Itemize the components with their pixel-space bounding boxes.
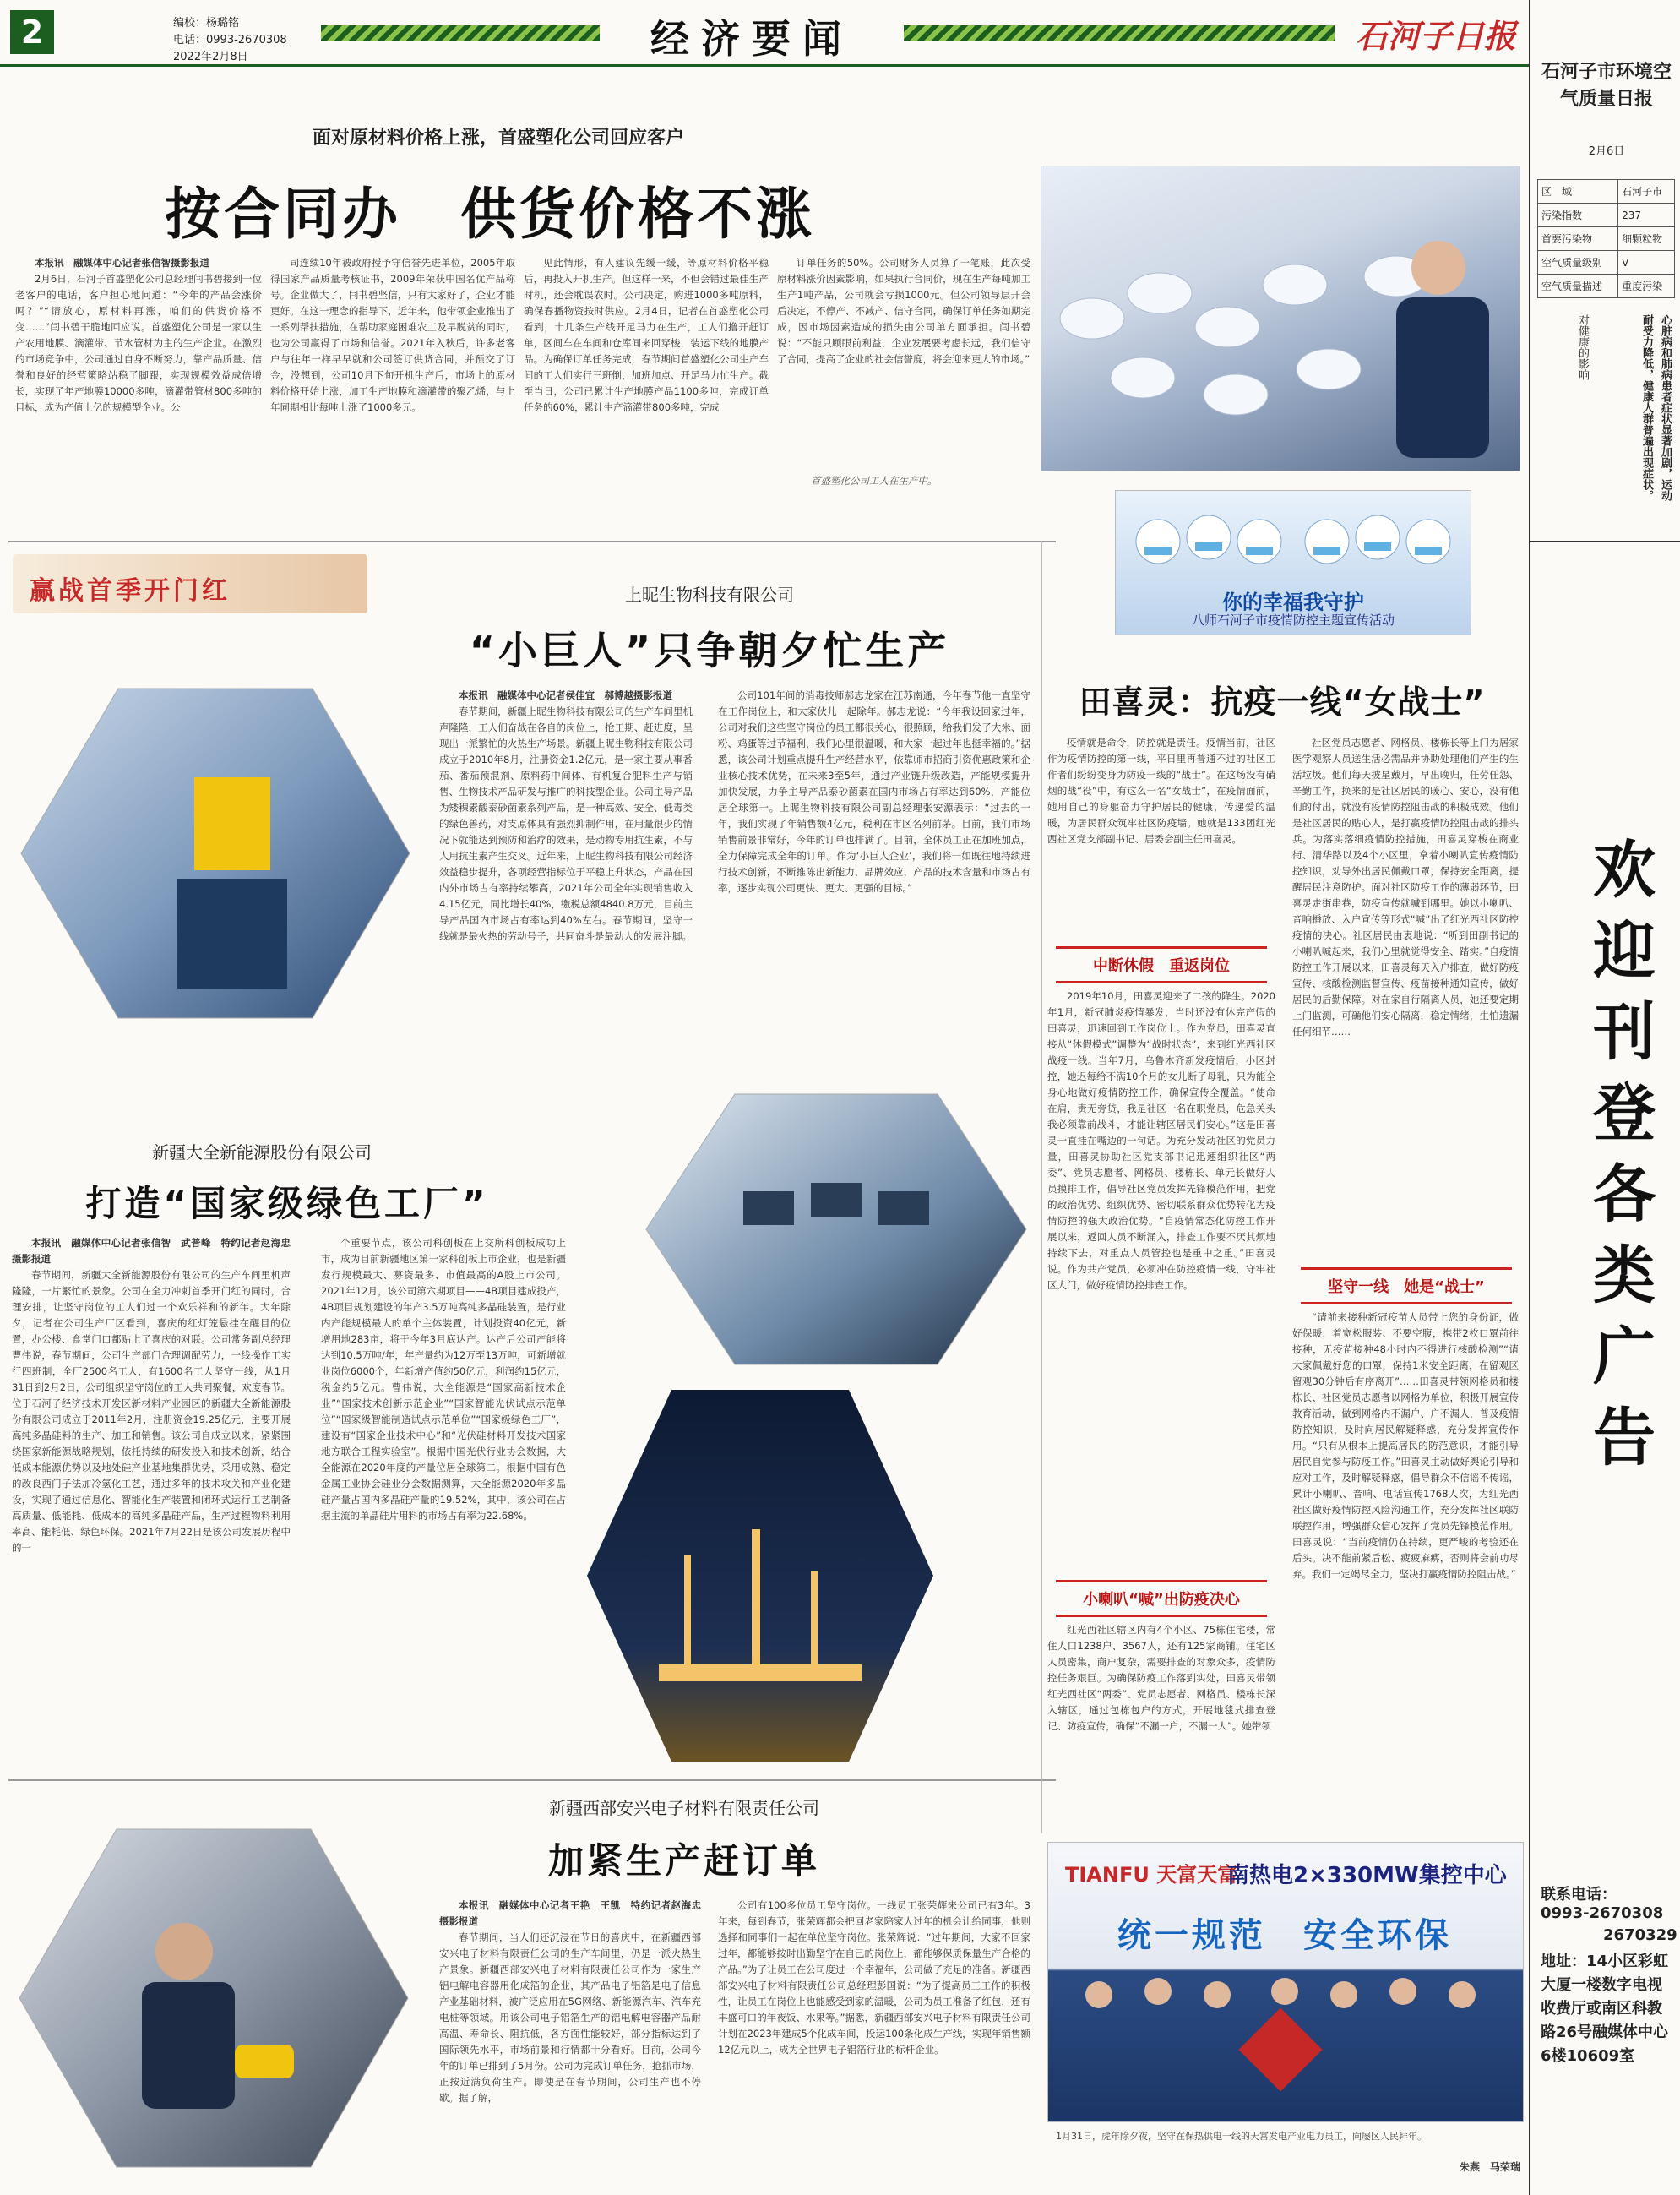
a1-text-3: 见此情形，有人建议先缓一缓，等原材料价格平稳后，再投入开机生产。但这样一来，不但会错过最佳生产时机，还会耽误农时。公司决定，购进1000多吨原料，确保春播物资按时供应。2月4日，记者在首盛塑化公司看到，十几条生产线开足马力在生产，工人们撸开赶订单，区间车在车间和仓库间来回穿梭，装运下线的地膜产品。为确保订单任务完成，春节期间首盛塑化公司生产车间的工人们实行三班倒，加班加点、开足马力忙生产。截至当日，公司已累计生产地膜产品1100多吨，完成订单任务的60%，累计生产滴灌带800多吨，完成 xyxy=(524,257,769,413)
a2-photo xyxy=(17,684,414,1022)
a6-sign-logo: TIANFU 天富天富 xyxy=(1065,1863,1238,1887)
editor-credit: 编校：杨璐铭 xyxy=(173,17,240,30)
a3-col-1 xyxy=(12,1235,291,1734)
a5-sub-2: 小喇叭“喊”出防疫决心 xyxy=(1056,1580,1267,1617)
a3-photo-plant xyxy=(583,1386,938,1766)
a3-text-2: 个重要节点，该公司科创板在上交所科创板成功上市，成为目前新疆地区第一家科创板上市企业，也是新疆发行规模最大、募资最多、市值最高的A股上市公司。2021年12月，该公司第六期项目——4B项目建成投产，4B项目规划建设的年产3.5万吨高纯多晶硅装置，是行业内产能规模最大的单个主体装置，计划投资40亿元，新增用地283亩，将于今年3月底达产。达产后公司产能将达到10.5万吨/年，年产量约为12万至13万吨，可新增就业岗位6000个，年新增产值约50亿元，利润约15亿元，税金约5亿元。曹伟说，大全能源是“国家高新技术企业”“国家技术创新示范企业”“国家智能光伏试点示范单位”“国家级智能制造试点示范单位”“国家级绿色工厂”，建设有“国家企业技术中心”和“光伏硅材料开发技术国家地方联合工程实验室”。根据中国光伏行业协会数据，大全能源在2020年度的产量位居全球第二。根据中国有色金属工业协会硅业分会数据测算，大全能源2020年多晶硅产量占国内多晶硅产量的19.52%，其中，该公司在占据主流的单晶硅片用料的市场占有率为22.68%。 xyxy=(321,1237,566,1522)
aqi-date: 2月6日 xyxy=(1588,145,1625,158)
a5-sub-1: 中断休假 重返岗位 xyxy=(1056,946,1267,983)
a1-text-2: 司连续10年被政府授予守信誉先进单位，2005年取得国家产品质量考核证书，2009年荣获中国名优产品称号。企业做大了，闫书碧坚信，只有大家好了，企业才能更好。在这一理念的指导下，近年来，他带领企业推出了一系列帮扶措施，在帮助家庭困难农工及早脱贫的同时，也为公司赢得了市场和信誉。2021年入秋后，许多老客户与往年一样早早就和公司签订供货合同，并预交了订金，没想到，公司10月下旬开机生产后，市场上的原材料价格开始上涨，加工生产地膜和滴灌带的聚乙烯，与上年同期相比每吨上涨了1000多元。 xyxy=(270,257,515,413)
a3-col-2 xyxy=(321,1235,566,1734)
a6-slogan: 统一规范 安全环保 xyxy=(1117,1916,1452,1955)
a1-text-4: 订单任务的50%。公司财务人员算了一笔账，此次受原材料涨价因素影响，如果执行合同价，现在生产每吨加工生产1吨产品，公司就会亏损1000元。但公司领导层开会后决定，不停产、不减产、信守合同，确保订单任务如期完成，因市场因素造成的损失由公司单方面承担。闫书碧说：“不能只顾眼前利益，企业发展要考虑长远，我们信守了合同，提高了企业的社会信誉度，将会迎来更大的市场。” xyxy=(777,257,1030,365)
a4-text-1: 春节期间，当人们还沉浸在节日的喜庆中，在新疆西部安兴电子材料有限责任公司的生产车间里，仍是一派火热生产景象。新疆西部安兴电子材料有限责任公司作为一家生产铝电解电容器用化成箔的企业，其产品电子铝箔是电子信息产业基础材料，被广泛应用在5G网络、新能源汽车、汽车充电桩等领域。用该公司电子铝箔生产的铝电解电容器产品耐高温、寿命长、阻抗低，各方面性能较好，部分指标达到了国际领先水平，市场前景和行情都十分看好。目前，公司今年的订单已排到了5月份。公司为完成订单任务，抢抓市场，正按近满负荷生产。即使是在春节期间，公司生产也不停歇。据了解， xyxy=(439,1931,701,2104)
issue-date: 2022年2月8日 xyxy=(173,51,248,63)
aqi-key: 空气质量描述 xyxy=(1538,275,1618,298)
a1-kicker: 面对原材料价格上涨，首盛塑化公司回应客户 xyxy=(312,128,684,149)
header-band-left xyxy=(321,25,600,41)
hex-photo-frame xyxy=(17,684,414,1022)
divider-1 xyxy=(8,541,1056,542)
a3-headline: 打造“国家级绿色工厂” xyxy=(85,1183,489,1224)
a2-banner-text: 赢战首季开门红 xyxy=(30,576,231,606)
aqi-row xyxy=(1538,180,1675,204)
a2-headline: “小巨人”只争朝夕忙生产 xyxy=(469,628,950,673)
a3-company: 新疆大全新能源股份有限公司 xyxy=(152,1142,372,1163)
a5-text-5: “请前来接种新冠疫苗人员带上您的身份证，做好保暖，着宽松服装、不要空腹，携带2枚口罩前往接种，无疫苗接种48小时内不得进行核酸检测”“请大家佩戴好您的口罩，保持1米安全距离，在留观区留观30分钟后有序离开”……田喜灵带领网格员和楼栋长、社区党员志愿者以网格为单位，积极开展宣传教育活动，做到网格内不漏户、户不漏人，普及疫情防控知识，及时向居民解疑释惑，充分发挥宣传作用。“只有从根本上提高居民的防范意识，才能引导居民自觉参与防疫工作。”田喜灵主动做好舆论引导和应对工作，及时解疑释惑，倡导群众不信谣不传谣，累计小喇叭、音响、电话宣传1768人次，为红光西社区做好疫情防控风险沟通工作，充分发挥社区联防联控作用，增强群众信心发挥了党员先锋模范作用。田喜灵说：“当前疫情仍在持续，更严峻的考验还在后头。决不能前紧后松、疲疲麻痹，否则将会前功尽弃。我们一定竭尽全力，坚决打赢疫情防控阻击战。” xyxy=(1292,1311,1519,1580)
section-title: 经济要闻 xyxy=(650,16,853,62)
a1-byline: 本报讯 融媒体中心记者张信智摄影报道 xyxy=(35,257,209,269)
page-header xyxy=(0,0,1529,66)
a4-headline: 加紧生产赶订单 xyxy=(547,1840,820,1882)
ad-slogan: 欢迎刊登各类广告 xyxy=(1583,836,1656,1485)
a4-company: 新疆西部安兴电子材料有限责任公司 xyxy=(549,1798,819,1818)
aqi-value: 重度污染 xyxy=(1618,275,1675,298)
contact-address: 地址：14小区彩虹大厦一楼数字电视收费厅或南区科教路26号融媒体中心6楼10609室 xyxy=(1541,1953,1669,2065)
a2-col-1 xyxy=(439,688,693,1017)
a5-sub-3: 坚守一线 她是“战士” xyxy=(1301,1267,1512,1304)
a5-col-1b xyxy=(1047,989,1275,1563)
editor-phone: 电话：0993-2670308 xyxy=(173,34,287,46)
a6-photo xyxy=(1047,1842,1524,2122)
a1-col-2 xyxy=(270,255,515,509)
a6-sign-text: 南热电2×330MW集控中心 xyxy=(1227,1863,1507,1888)
a5-text-1: 疫情就是命令，防控就是责任。疫情当前，社区作为疫情防控的第一线，平日里再普通不过的社区工作者们纷纷变身为防疫一线的“战士”。在这场没有硝烟的战“役”中，有这么一名“女战士”，在疫情面前，她用自己的身躯奋力守护居民的健康，传递爱的温暖，为居民群众筑牢社区防疫墙。她就是133团红光西社区党支部副书记、居委会副主任田喜灵。 xyxy=(1047,737,1275,845)
sidebar-divider xyxy=(1530,541,1680,542)
aqi-title: 石河子市环境空气质量日报 xyxy=(1541,62,1672,110)
a1-headline: 按合同办 供货价格不涨 xyxy=(165,182,815,247)
aqi-key: 空气质量级别 xyxy=(1538,251,1618,275)
a3-photo-office xyxy=(642,1090,1030,1369)
header-rule xyxy=(0,64,1529,67)
page-number: 2 xyxy=(10,10,54,54)
medical-staff-illustration xyxy=(1116,491,1471,584)
a6-credit: 朱燕 马荣瑞 xyxy=(1459,2161,1520,2173)
a3-text-1: 春节期间，新疆大全新能源股份有限公司的生产车间里机声隆隆，一片繁忙的景象。公司在全力冲刺首季开门红的同时，合理安排，让坚守岗位的工人们过一个欢乐祥和的新年。大年除夕，记者在公司生产厂区看到，喜庆的红灯笼悬挂在醒目的位置，办公楼、食堂门口都贴上了喜庆的对联。公司常务副总经理曹伟说，春节期间，公司生产部门合理调配劳力，一线操作工实行四班制，全厂2500名工人，有1600名工人坚守一线，从1月31日到2月2日，公司组织坚守岗位的工人共同聚餐，欢度春节。位于石河子经济技术开发区新材料产业园区的新疆大全新能源股份有限公司成立于2011年2月，注册资金19.25亿元，主要开展高纯多晶硅料的生产、加工和销售。该公司自成立以来，紧紧围绕国家新能源战略规划，依托持续的研发投入和技术创新，结合低成本能源优势以及地处硅产业基地集群优势，采用成熟、稳定的改良西门子法加冷氢化工艺，通过多年的技术攻关和产业化建设，实现了通过信息化、智能化生产装置和闭环式运行工艺制备高质量、低能耗、低成本的高纯多晶硅产品，生产过程物料利用率高、能耗低、绿色环保。2021年7月22日是该公司发展历程中的一 xyxy=(12,1269,291,1554)
a4-byline: 本报讯 融媒体中心记者王艳 王凯 特约记者赵海忠摄影报道 xyxy=(439,1899,701,1927)
a4-text-2: 公司有100多位员工坚守岗位。一线员工张荣辉来公司已有3年。3年来，每到春节，张荣辉都会把回老家陪家人过年的机会让给同事，他则选择和同事们一起在单位坚守岗位。张荣辉说：“过年期间，大家不回家过年，都能够按时出勤坚守在自己的岗位上，都能够保质保量生产合格的产品。”为了让员工在公司度过一个幸福年，公司做了充足的准备。新疆西部安兴电子材料有限责任公司总经理彭国说：“为了提高员工工作的积极性，让员工在岗位上也能感受到家的温暖，公司为员工准备了红包，还有丰盛可口的年夜饭、水果等。”据悉，新疆西部安兴电子材料有限责任公司计划在2023年建成5个化成车间，投运100条化成生产线，实现年销售额12亿元以上，成为全世界电子铝箔行业的标杆企业。 xyxy=(718,1899,1030,2056)
aqi-value: 237 xyxy=(1618,204,1675,227)
a4-col-2 xyxy=(718,1898,1030,2176)
a2-byline: 本报讯 融媒体中心记者侯佳宜 郝博越摄影报道 xyxy=(459,689,672,701)
a3-byline: 本报讯 融媒体中心记者张信智 武普峰 特约记者赵海忠摄影报道 xyxy=(12,1237,291,1265)
sidebar xyxy=(1529,0,1680,2195)
aqi-row xyxy=(1538,251,1675,275)
a5-promo-title: 你的幸福我守护 xyxy=(1222,591,1364,614)
aqi-row xyxy=(1538,275,1675,298)
column-rule xyxy=(1041,541,1042,1833)
a4-photo xyxy=(15,1825,412,2171)
a1-col-4 xyxy=(777,255,1030,509)
hex-photo-frame xyxy=(15,1825,412,2171)
a1-caption: 首盛塑化公司工人在生产中。 xyxy=(811,475,938,487)
a5-promo xyxy=(1115,490,1471,635)
aqi-key: 区 域 xyxy=(1538,180,1618,204)
a1-col-3 xyxy=(524,255,769,509)
a5-col-2a xyxy=(1292,735,1519,1242)
a5-text-2: 2019年10月，田喜灵迎来了二孩的降生。2020年1月，新冠肺炎疫情暴发，当时还没有休完产假的田喜灵，迅速回到工作岗位上。作为党员，田喜灵直接从“休假模式”调整为“战时状态”，来到红光西社区战疫一线。当年7月，乌鲁木齐新发疫情后，小区封控，她迟每给不满10个月的女儿断了母乳，只为能全身心地做好疫情防控工作，确保宣传全覆盖。“使命在肩，责无旁贷，我是社区一名在职党员，危急关头我必须靠前战斗，才能让辖区居民们安心。”这是田喜灵一直挂在嘴边的一句话。为充分发动社区的党员力量，田喜灵协助社区党支部书记迅速组织社区“两委”、党员志愿者、网格员、楼栋长、单元长做好人员摸排工作，倡导社区党员发挥先锋模范作用，把党的政治优势、组织优势、密切联系群众优势转化为疫情防控的强大政治优势。“自疫情常态化防控工作开展以来，返回人员不断涌入，排查工作要不厌其烦地持续下去，对重点人员管控也是重中之重。”田喜灵说。作为共产党员，必须冲在防控疫情一线，守牢社区大门，做好疫情防控排查工作。 xyxy=(1047,990,1275,1291)
hex-photo-frame xyxy=(583,1386,938,1766)
aqi-value: 细颗粒物 xyxy=(1618,227,1675,251)
staff-group-illustration xyxy=(1048,1969,1523,2121)
masthead-logo: 石河子日报 xyxy=(1355,17,1516,55)
a5-col-1c xyxy=(1047,1622,1275,1801)
divider-2 xyxy=(8,1779,1056,1781)
a5-col-2b xyxy=(1292,1310,1519,1801)
plastic-rolls-illustration xyxy=(1041,166,1520,471)
header-band-right xyxy=(904,25,1335,41)
aqi-table xyxy=(1537,179,1675,298)
a2-col-2 xyxy=(718,688,1030,1017)
aqi-key: 污染指数 xyxy=(1538,204,1618,227)
a5-text-4: 社区党员志愿者、网格员、楼栋长等上门为居家医学观察人员送生活必需品并协助处理他们产生的生活垃圾。他们每天披星戴月，早出晚归，任劳任怨、辛勤工作，换来的是社区居民的暖心、安心，没有他们的付出，就没有疫情防控阻击战的积极成效。他们是社区居民的贴心人，是打赢疫情防控阻击战的排头兵。为落实落细疫情防控措施，田喜灵穿梭在商业街、清华路以及4个小区里，拿着小喇叭宣传疫情防控知识，劝导外出居民佩戴口罩，保持安全距离，提醒居民注意防护。面对社区防疫工作的薄弱环节，田喜灵走街串巷，防疫宣传就喊到哪里。她以小喇叭、音响播放、入户宣传等形式“喊”出了红光西社区防控疫情的决心。社区居民由衷地说：“听到田副书记的小喇叭喊起来，我们心里就觉得安全、踏实。”自疫情防控工作开展以来，田喜灵每天入户排查，做好防疫宣传、核酸检测监督宣传、疫苗接种通知宣传，做好居民的后勤保障。对在家自行隔离人员，她还要定期上门监测，可确他们安心隔离，稳定情绪，生怕遗漏任何细节…… xyxy=(1292,737,1519,1038)
health-label: 对健康的影响 xyxy=(1576,314,1589,380)
a6-caption: 1月31日，虎年除夕夜，坚守在保热供电一线的天富发电产业电力员工，向屡区人民拜年。 xyxy=(1056,2131,1427,2142)
contact-label: 联系电话： xyxy=(1541,1886,1617,1904)
aqi-row xyxy=(1538,204,1675,227)
aqi-row xyxy=(1538,227,1675,251)
a2-company: 上昵生物科技有限公司 xyxy=(625,585,794,605)
contact-phone-2: 2670329 xyxy=(1603,1926,1677,1944)
hex-photo-frame xyxy=(642,1090,1030,1369)
a1-photo xyxy=(1041,166,1520,471)
aqi-value: V xyxy=(1618,251,1675,275)
a2-text-2: 公司101年间的消毒技师郝志龙家在江苏南通，今年春节他一直坚守在工作岗位上，和大家伙儿一起除年。郝志龙说：“今年我设回家过年，公司对我们这些坚守岗位的员工都很关心，很照顾，给我们发了大米、面粉、鸡蛋等过节福利，我们心里很温暖，和大家一起过年也挺幸福的。”据悉，该公司计划重点提升生产经营水平，依靠师市招商引资优惠政策和企业核心技术优势，在未来3至5年，通过产业链升级改造，产能规模提升加快发展，力争主导产品泰砂菌素在国内市场占有率达到60%，产能位居全球第一。上昵生物科技有限公司副总经理张安源表示：“过去的一年，我们实现了年销售额4亿元，税利在市区名列前茅。目前，我们市场销售前景非常好，今年的订单也排满了。目前，全体员工正在加班加点，全力保障完成全年的订单。作为‘小巨人企业’，我们将一如既往地持续进行技术创新，不断推陈出新能力，品牌效应，产品的技术含量和市场占有率，逐步实现公司更快、更大、更强的目标。” xyxy=(718,689,1030,894)
aqi-key: 首要污染物 xyxy=(1538,227,1618,251)
contact-phone-1: 0993-2670308 xyxy=(1541,1904,1664,1922)
a1-text-1: 2月6日，石河子首盛塑化公司总经理闫书碧接到一位老客户的电话，客户担心地问道：“今年的产品会涨价吗？”“请放心，原材料再涨，咱们的供货价格不变……”闫书碧干脆地回应说。首盛塑化公司是一家以生产农用地膜、滴灌带、节水管材为主的生产企业。在激烈的市场竞争中，公司通过自身不断努力，靠产品质量、信誉和良好的经营策略站稳了脚跟，实现规模效益成倍增长，实现了年产地膜10000多吨，滴灌带管材800多吨的目标，成为产值上亿的规模型企业。公 xyxy=(15,273,262,413)
a5-promo-sub: 八师石河子市疫情防控主题宣传活动 xyxy=(1191,613,1395,628)
aqi-value: 石河子市 xyxy=(1618,180,1675,204)
a5-text-3: 红光西社区辖区内有4个小区、75栋住宅楼，常住人口1238户、3567人，还有125家商铺。住宅区人员密集，商户复杂，需要排查的对象众多，疫情防控任务艰巨。为确保防疫工作落到实处，田喜灵带领红光西社区“两委”、党员志愿者、网格员、楼栋长深入辖区，通过包栋包户的方式，开展地毯式排查登记、防疫宣传，确保“不漏一户，不漏一人”。她带领 xyxy=(1047,1624,1275,1732)
a2-banner xyxy=(13,554,367,613)
a5-col-1a xyxy=(1047,735,1275,929)
a5-headline: 田喜灵：抗疫一线“女战士” xyxy=(1079,684,1486,721)
a2-text-1: 春节期间，新疆上昵生物科技有限公司的生产车间里机声隆隆，工人们奋战在各自的岗位上，抢工期、赶进度，呈现出一派繁忙的火热生产场景。新疆上昵生物科技有限公司成立于2010年8月，注册资金1.2亿元，是一家主要从事番茄、番茄预混剂、原料药中间体、有机复合肥料生产与销售、生物技术产品研发与推广的科技型企业。公司主导产品为矮稞素酸泰砂菌素系列产品，是一种高效、安全、低毒类的绿色兽药，对支原体具有强烈抑制作用，在用量很少的情况下就能达到预防和治疗的效果，是动物专用抗生素，不与人用抗生素产生交叉。近年来，上昵生物科技有限公司经济效益稳步提升，各项经营指标位于平稳上升状态，产品在国内外市场占有率持续攀高，2021年公司全年实现销售收入4.15亿元，同比增长40%，缴税总额4840.8万元，目前主导产品国内市场占有率达到40%左右。春节期间，坚守一线就是最火热的劳动号子，共同奋斗是最动人的发展注脚。 xyxy=(439,705,693,942)
a4-col-1 xyxy=(439,1898,701,2176)
health-text: 心脏病和肺病患者症状显著加剧，运动耐受力降低，健康人群普遍出现症状。 xyxy=(1640,314,1672,501)
a1-col-1 xyxy=(15,255,262,509)
